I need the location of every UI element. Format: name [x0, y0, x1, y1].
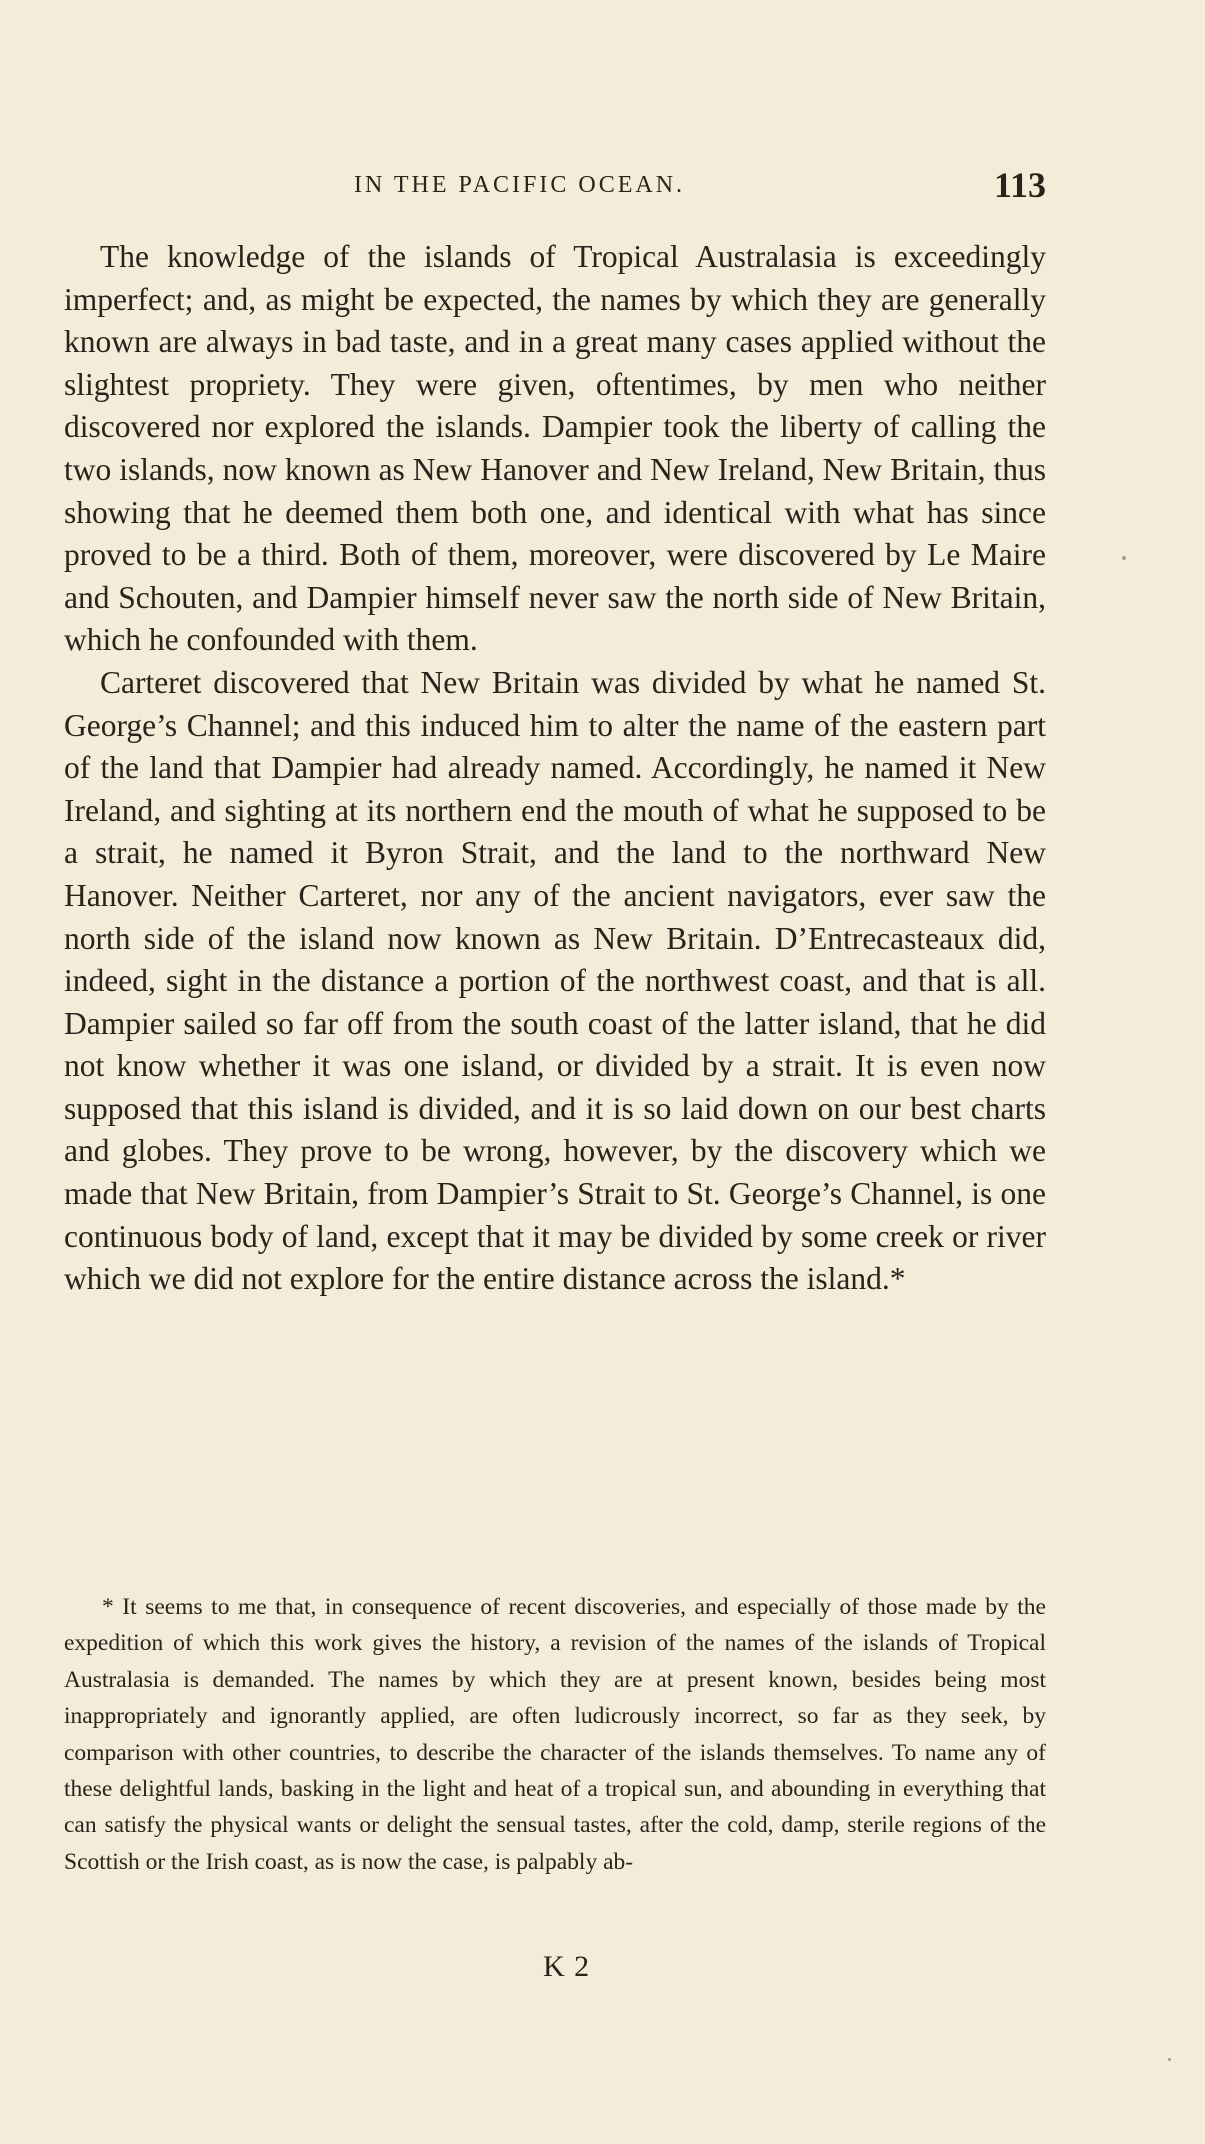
body-text: [64, 236, 1046, 1301]
paragraph: The knowledge of the islands of Tropical Australasia is exceedingly imperfect; and, as might be expected, the names by which they are generally known are always in bad taste, and in a great many cases applied without the slightest propriety. They were given, oftentimes, by men who neither discovered nor explored the islands. Dampier took the liberty of calling the two islands, now known as New Hanover and New Ireland, New Britain, thus showing that he deemed them both one, and identical with what has since proved to be a third. Both of them, moreover, were discovered by Le Maire and Schouten, and Dampier himself never saw the north side of New Britain, which he confounded with them.: [64, 239, 1046, 658]
page-number: 113: [993, 165, 1046, 205]
footnote: * It seems to me that, in consequence of recent discoveries, and especially of those made by the expedition of which this work gives the history, a revision of the names of the islands of Tropical Australasia is demanded. The names by which they are at present known, besides being most inappropriately and ignorantly applied, are often ludicrously incorrect, so far as they seek, by comparison with other countries, to describe the character of the islands themselves. To name any of these delightful lands, basking in the light and heat of a tropical sun, and abounding in everything that can satisfy the physical wants or delight the sensual tastes, after the cold, damp, sterile regions of the Scottish or the Irish coast, as is now the case, is palpably ab-: [64, 1594, 1046, 1875]
paper-fleck: [1168, 2058, 1171, 2061]
paper-fleck: [1122, 556, 1126, 560]
signature-mark: K 2: [543, 1950, 591, 1983]
running-title: IN THE PACIFIC OCEAN.: [354, 172, 686, 198]
running-header: [64, 165, 1046, 208]
paragraph: Carteret discovered that New Britain was divided by what he named St. George’s Channel; and this induced him to alter the name of the eastern part of the land that Dampier had already named. Accordingly, he named it New Ireland, and sighting at its northern end the mouth of what he supposed to be a strait, he named it Byron Strait, and the land to the northward New Hanover. Neither Carteret, nor any of the ancient navigators, ever saw the north side of the island now known as New Britain. D’Entrecasteaux did, indeed, sight in the distance a portion of the northwest coast, and that is all. Dampier sailed so far off from the south coast of the latter island, that he did not know whether it was one island, or divided by a strait. It is even now supposed that this island is divided, and it is so laid down on our best charts and globes. They prove to be wrong, however, by the discovery which we made that New Britain, from Dampier’s Strait to St. George’s Channel, is one continuous body of land, except that it may be divided by some creek or river which we did not explore for the entire distance across the island.*: [64, 664, 1046, 1297]
